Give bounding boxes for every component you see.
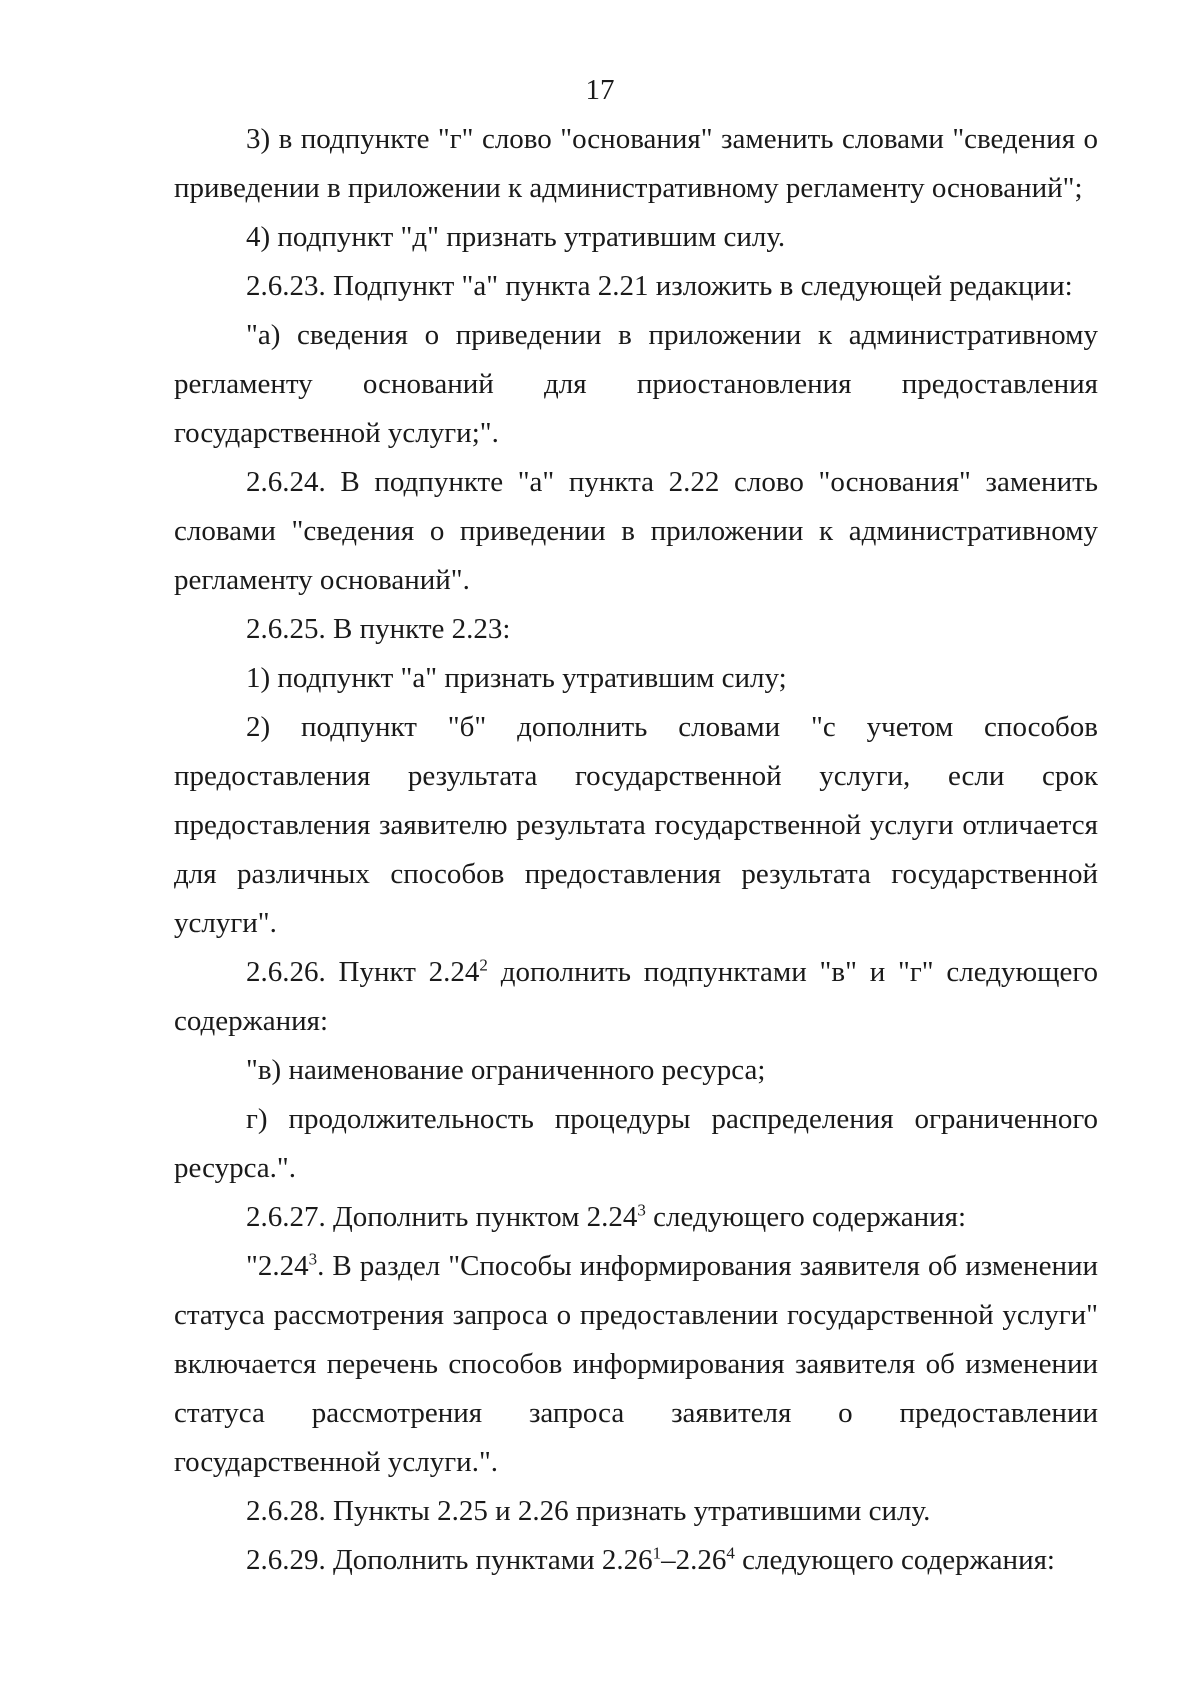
paragraph — [174, 311, 1098, 458]
paragraph-text: "2.24 — [246, 1250, 309, 1282]
paragraph — [174, 1487, 1098, 1536]
paragraph-text: 3) в подпункте "г" слово "основания" заменить словами "сведения о приведении в приложении к административному регламенту оснований"; — [174, 123, 1098, 204]
paragraph — [174, 262, 1098, 311]
paragraph — [174, 654, 1098, 703]
paragraph — [174, 948, 1098, 1046]
superscript-index: 1 — [652, 1543, 662, 1563]
paragraph-text: 2.6.24. В подпункте "а" пункта 2.22 слово "основания" заменить словами "сведения о приведении в приложении к административному регламенту оснований". — [174, 466, 1098, 596]
paragraph-text: следующего содержания: — [645, 1201, 967, 1233]
paragraph-text: –2.26 — [661, 1544, 727, 1576]
superscript-index: 2 — [479, 955, 488, 975]
paragraph — [174, 703, 1098, 948]
paragraph-text: г) продолжительность процедуры распределения ограниченного ресурса.". — [174, 1103, 1098, 1184]
paragraph — [174, 115, 1098, 213]
paragraph — [174, 1095, 1098, 1193]
page-number: 17 — [585, 74, 615, 106]
paragraph-text: 1) подпункт "а" признать утратившим силу; — [246, 662, 787, 694]
paragraph — [174, 1046, 1098, 1095]
paragraph-text: . В раздел "Способы информирования заявителя об изменении статуса рассмотрения запроса о предоставлении государственной услуги" включается перечень способов информирования заявителя об изменении статуса рассмотрения запроса заявителя о предоставлении государственной услуги.". — [174, 1250, 1098, 1478]
superscript-index: 3 — [308, 1249, 318, 1269]
paragraph-text: 2.6.29. Дополнить пунктами 2.26 — [246, 1544, 653, 1576]
superscript-index: 3 — [637, 1200, 646, 1220]
paragraph-text: 2.6.28. Пункты 2.25 и 2.26 признать утратившими силу. — [246, 1495, 931, 1527]
paragraph-text: 2.6.25. В пункте 2.23: — [246, 613, 511, 645]
paragraph — [174, 213, 1098, 262]
paragraph-text: 2.6.23. Подпункт "а" пункта 2.21 изложить в следующей редакции: — [246, 270, 1073, 302]
paragraph-text: 2) подпункт "б" дополнить словами "с учетом способов предоставления результата государственной услуги, если срок предоставления заявителю результата государственной услуги отличается для различных способов предоставления результата государственной услуги". — [174, 711, 1098, 939]
document-body — [174, 115, 1098, 1585]
superscript-index: 4 — [726, 1543, 735, 1563]
paragraph-text: дополнить подпунктами "в" и "г" следующего содержания: — [174, 956, 1098, 1037]
paragraph-text: следующего содержания: — [734, 1544, 1055, 1576]
paragraph-text: 4) подпункт "д" признать утратившим силу. — [246, 221, 786, 253]
paragraph-text: "в) наименование ограниченного ресурса; — [246, 1054, 766, 1086]
paragraph — [174, 1193, 1098, 1242]
paragraph — [174, 1242, 1098, 1487]
paragraph-text: 2.6.26. Пункт 2.24 — [246, 956, 480, 988]
paragraph — [174, 605, 1098, 654]
paragraph — [174, 458, 1098, 605]
paragraph-text: "а) сведения о приведении в приложении к административному регламенту оснований для приостановления предоставления государственной услуги;". — [174, 319, 1098, 449]
paragraph-text: 2.6.27. Дополнить пунктом 2.24 — [246, 1201, 638, 1233]
paragraph — [174, 1536, 1098, 1585]
